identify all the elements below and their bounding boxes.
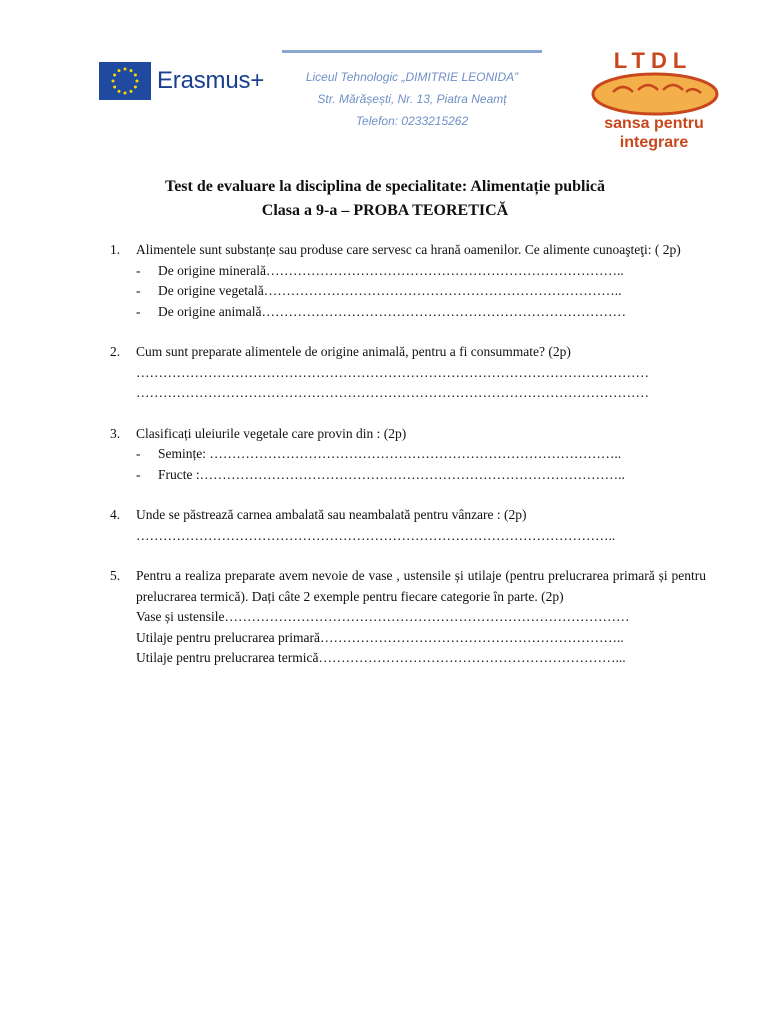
answer-line: …………………………………………………………………………………………………… — [136, 385, 649, 400]
question-3 — [110, 424, 706, 486]
ltdl-slogan — [587, 114, 721, 152]
answer-label: Fructe :………………………………………………………………………………….. — [158, 466, 625, 482]
ltdl-letters: LTDL — [613, 48, 693, 73]
question-text: Unde se păstrează carnea ambalată sau neambalată pentru vânzare : (2p) — [136, 507, 527, 522]
erasmus-label: Erasmus+ — [157, 67, 265, 94]
document-header — [0, 0, 768, 165]
answer-label: Semințe: ……………………………………………………………………………….. — [158, 446, 622, 461]
school-phone: Telefon: 0233215262 — [355, 114, 469, 128]
question-4 — [110, 505, 706, 546]
question-number: 2. — [110, 344, 121, 359]
question-list — [110, 240, 706, 689]
question-text: Clasificați uleiurile vegetale care provin din : (2p) — [136, 425, 407, 441]
answer-line: - De origine minerală…………………………………………………………………….. — [136, 262, 624, 278]
question-2 — [110, 342, 706, 404]
question-text: Pentru a realiza preparate avem nevoie de vase , ustensile și utilaje (pentru prelucrarea primară și pentru prelucrarea termică). Dați câte 2 exemple pentru fiecare categorie în parte. (2p) — [136, 568, 706, 604]
answer-label: De origine minerală…………………………………………………………………….. — [158, 262, 624, 278]
answer-line: Utilaje pentru prelucrarea primară………………………………………………………….. — [136, 629, 624, 645]
question-1 — [110, 240, 706, 322]
answer-line: - De origine animală……………………………………………………………………… — [136, 303, 626, 319]
question-number: 3. — [110, 425, 121, 441]
question-number: 5. — [110, 568, 121, 583]
answer-line: Vase și ustensile……………………………………………………………………………… — [136, 609, 630, 624]
question-5 — [110, 566, 706, 669]
school-address: Str. Mărășești, Nr. 13, Piatra Neamț — [317, 92, 507, 106]
question-text: Cum sunt preparate alimentele de origine animală, pentru a fi consummate? (2p) — [136, 344, 571, 359]
question-text: Alimentele sunt substanțe sau produse care servesc ca hrană oamenilor. Ce alimente cunoaşteţi: ( 2p) — [136, 242, 681, 257]
test-title — [60, 175, 710, 223]
ltdl-slogan-line1: sansa pentru — [604, 115, 704, 132]
answer-line: …………………………………………………………………………………………….. — [136, 527, 616, 543]
school-name: Liceul Tehnologic „DIMITRIE LEONIDA” — [305, 70, 519, 84]
answer-line: …………………………………………………………………………………………………… — [136, 364, 649, 380]
answer-line: - De origine vegetală…………………………………………………………………….. — [136, 283, 622, 298]
question-number: 4. — [110, 507, 121, 522]
title-line-2: Clasa a 9-a – PROBA TEORETICĂ — [261, 202, 509, 219]
question-number: 1. — [110, 242, 121, 257]
header-rule — [282, 50, 542, 53]
answer-line: - Fructe :………………………………………………………………………………….. — [136, 466, 625, 482]
answer-line: Utilaje pentru prelucrarea termică…………………………………………………………... — [136, 650, 626, 665]
eu-flag-icon — [99, 62, 151, 100]
answer-line: - Semințe: ……………………………………………………………………………….. — [136, 446, 622, 461]
title-line-1: Test de evaluare la disciplina de specialitate: Alimentație publică — [165, 178, 605, 195]
school-info — [282, 66, 542, 132]
ltdl-logo — [583, 46, 723, 158]
answer-label: De origine animală……………………………………………………………………… — [158, 303, 626, 319]
answer-label: De origine vegetală…………………………………………………………………….. — [158, 283, 622, 298]
ltdl-slogan-line2: integrare — [619, 134, 689, 151]
erasmus-logo — [99, 62, 264, 100]
